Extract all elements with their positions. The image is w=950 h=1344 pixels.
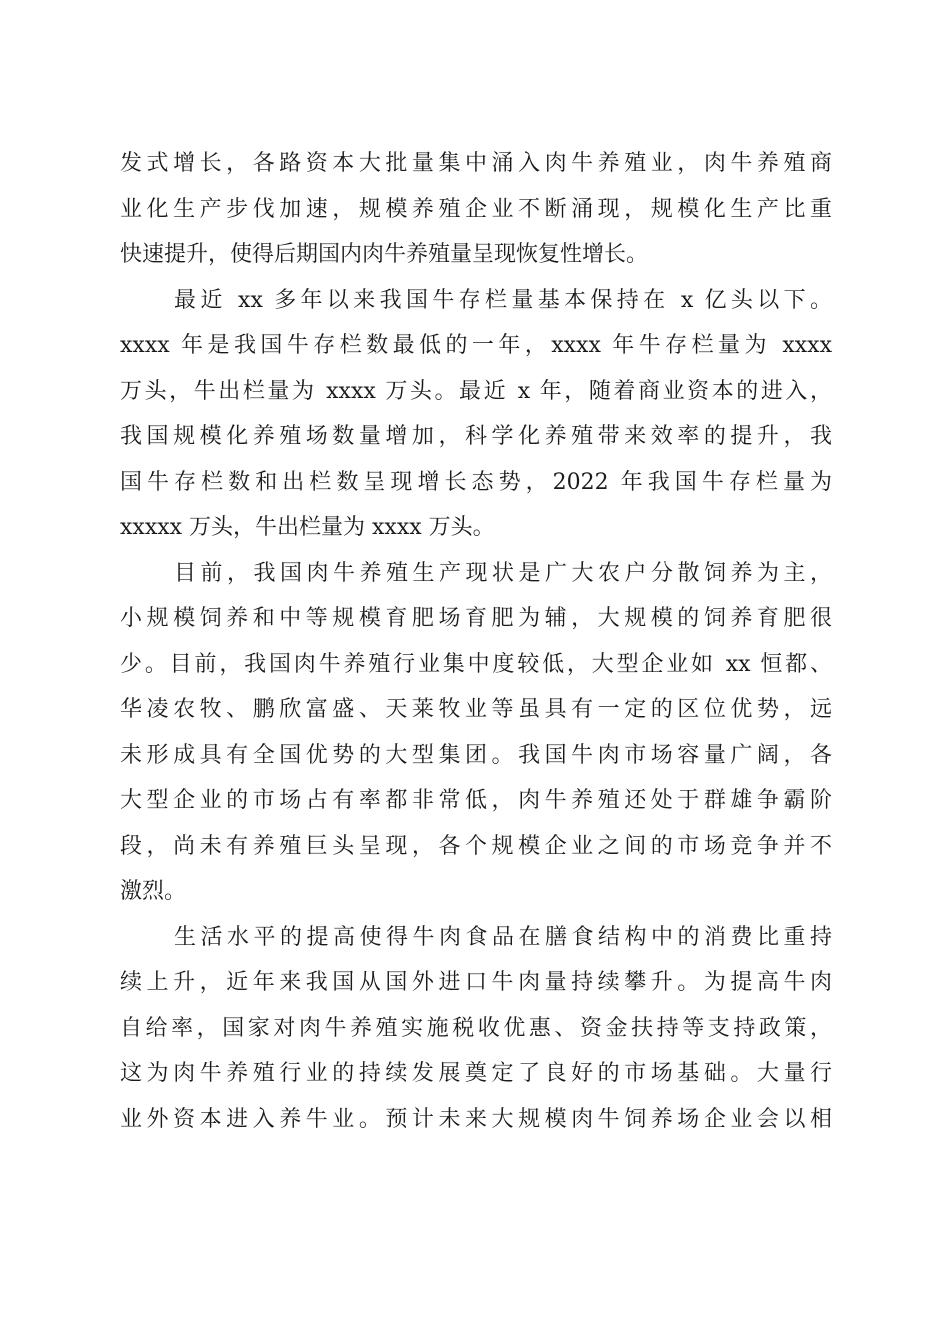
- text-line: 自给率，国家对肉牛养殖实施税收优惠、资金扶持等支持政策，: [120, 1015, 832, 1041]
- text-line: 发式增长，各路资本大批量集中涌入肉牛养殖业，肉牛养殖商: [120, 151, 832, 176]
- text-line: 华凌农牧、鹏欣富盛、天莱牧业等虽具有一定的区位优势，远: [120, 697, 832, 722]
- text-line: 激烈。: [120, 879, 187, 904]
- text-line: 快速提升，使得后期国内肉牛养殖量呈现恢复性增长。: [120, 242, 649, 267]
- paragraph: [120, 551, 832, 915]
- text-line: 少。目前，我国肉牛养殖行业集中度较低，大型企业如 xx 恒都、: [120, 651, 832, 677]
- paragraph: [120, 278, 832, 551]
- text-line: 生活水平的提高使得牛肉食品在膳食结构中的消费比重持: [174, 924, 832, 950]
- text-line: 万头，牛出栏量为 xxxx 万头。最近 x 年，随着商业资本的进入，: [120, 378, 832, 404]
- text-line: 业化生产步伐加速，规模养殖企业不断涌现，规模化生产比重: [120, 196, 832, 222]
- text-line: 我国规模化养殖场数量增加，科学化养殖带来效率的提升，我: [120, 424, 832, 449]
- text-line: 段，尚未有养殖巨头呈现，各个规模企业之间的市场竞争并不: [120, 833, 832, 859]
- paragraph: [120, 141, 832, 278]
- text-line: 业外资本进入养牛业。预计未来大规模肉牛饲养场企业会以相: [120, 1106, 832, 1132]
- document-body: [120, 141, 832, 1142]
- text-line: 未形成具有全国优势的大型集团。我国牛肉市场容量广阔，各: [120, 742, 832, 768]
- text-line: 小规模饲养和中等规模育肥场育肥为辅，大规模的饲养育肥很: [120, 606, 832, 631]
- text-line: 国牛存栏数和出栏数呈现增长态势，2022 年我国牛存栏量为: [120, 469, 832, 495]
- text-line: 大型企业的市场占有率都非常低，肉牛养殖还处于群雄争霸阶: [120, 788, 832, 813]
- paragraph: [120, 915, 832, 1143]
- text-line: 这为肉牛养殖行业的持续发展奠定了良好的市场基础。大量行: [120, 1061, 832, 1086]
- text-line: 目前，我国肉牛养殖生产现状是广大农户分散饲养为主，: [174, 560, 832, 586]
- text-line: 最近 xx 多年以来我国牛存栏量基本保持在 x 亿头以下。: [174, 287, 832, 313]
- text-line: xxxx 年是我国牛存栏数最低的一年，xxxx 年牛存栏量为 xxxx: [120, 333, 832, 358]
- text-line: xxxxx 万头，牛出栏量为 xxxx 万头。: [120, 515, 495, 540]
- text-line: 续上升，近年来我国从国外进口牛肉量持续攀升。为提高牛肉: [120, 970, 832, 995]
